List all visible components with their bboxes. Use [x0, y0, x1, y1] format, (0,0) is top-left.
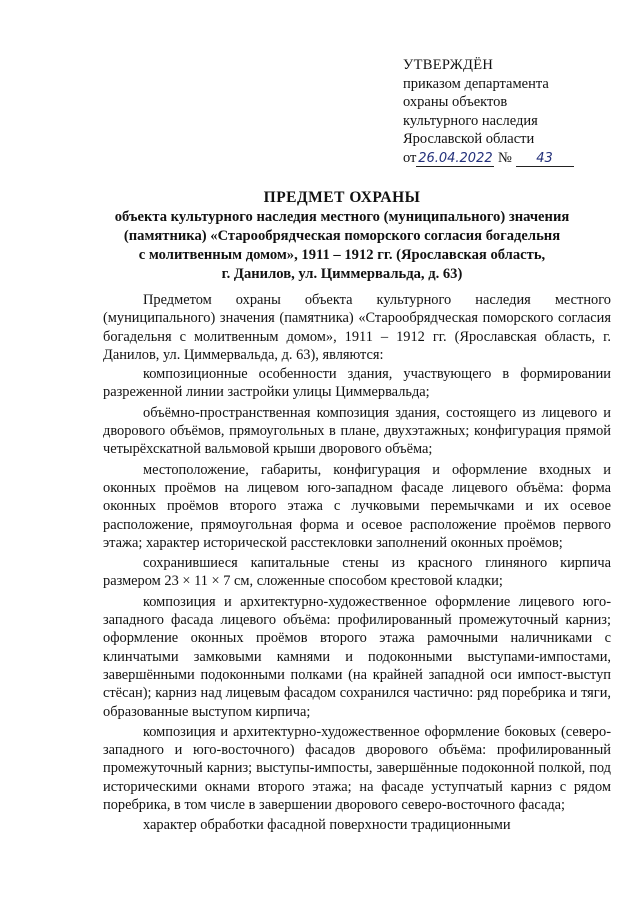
- approval-date-row: [403, 149, 623, 168]
- handwritten-date: 26.04.2022: [418, 150, 493, 166]
- body-paragraph: композиция и архитектурно-художественное оформление лицевого юго-западного фасада лицевого объёма: профилированный промежуточный карниз; оформление оконных проёмов второго этажа рамочными наличниками с клинчатыми замковыми камнями и подоконными выступами-импостами, завершёнными подоконными полками (на крайней западной оси импост-выступ стёсан); карниз над лицевым фасадом сохранился частично: ряд поребрика и тяги, образованные выступом кирпича;: [103, 593, 611, 720]
- title-line: объекта культурного наследия местного (муниципального) значения: [114, 209, 570, 225]
- title-line: (памятника) «Старообрядческая поморского согласия богадельня: [123, 228, 561, 244]
- body-paragraph: композиция и архитектурно-художественное оформление боковых (северо-западного и юго-восточного) фасадов дворового объёма: профилированный промежуточный карниз; выступы-импосты, завершённые подоконной полкой, под историческими окнами второго этажа; на фасаде уступчатый карниз с рядом поребрика, в том числе в завершении дворового северо-восточного фасада;: [103, 723, 611, 814]
- approval-heading: УТВЕРЖДЁН: [403, 57, 494, 73]
- approval-line: приказом департамента: [403, 75, 549, 92]
- title-line: с молитвенным домом», 1911 – 1912 гг. (Ярославская область,: [138, 247, 546, 263]
- body-paragraph: характер обработки фасадной поверхности традиционными: [143, 817, 511, 834]
- body-paragraph: местоположение, габариты, конфигурация и оформление входных и оконных проёмов на лицевом юго-западном фасаде лицевого объёма: форма оконных проёмов второго этажа с лучковыми перемычками и их осевое расположение, прямоугольная форма и осевое расположение проёмов первого этажа; характер исторической расстекловки заполнений оконных проёмов;: [103, 461, 611, 551]
- title-line: г. Данилов, ул. Циммервальда, д. 63): [221, 266, 463, 282]
- page-title: ПРЕДМЕТ ОХРАНЫ: [263, 189, 421, 206]
- body-paragraph: Предметом охраны объекта культурного наследия местного (муниципального) значения (памятника) «Старообрядческая поморского согласия богадельня с молитвенным домом», 1911 – 1912 гг. (Ярославская область, г. Данилов, ул. Циммервальда, д. 63), являются:: [103, 292, 611, 363]
- approval-line: охраны объектов: [403, 94, 508, 110]
- body-paragraph: композиционные особенности здания, участвующего в формировании разреженной линии застройки улицы Циммервальда;: [103, 366, 611, 401]
- body-paragraph: объёмно-пространственная композиция здания, состоящего из лицевого и дворового объёмов, прямоугольных в плане, двухэтажных; конфигурация прямой четырёхскатной вальмовой крыши дворового объёма;: [103, 404, 611, 458]
- approval-stamp: [403, 56, 623, 167]
- document-body: [103, 291, 611, 837]
- handwritten-number: 43: [516, 151, 574, 167]
- body-paragraph: сохранившиеся капитальные стены из красного глиняного кирпича размером 23 × 11 × 7 см, сложенные способом крестовой кладки;: [103, 555, 611, 590]
- approval-line: Ярославской области: [403, 131, 535, 147]
- approval-line: культурного наследия: [403, 112, 538, 129]
- number-prefix: №: [498, 149, 512, 166]
- document-title: [96, 188, 588, 284]
- date-prefix: от: [403, 149, 417, 166]
